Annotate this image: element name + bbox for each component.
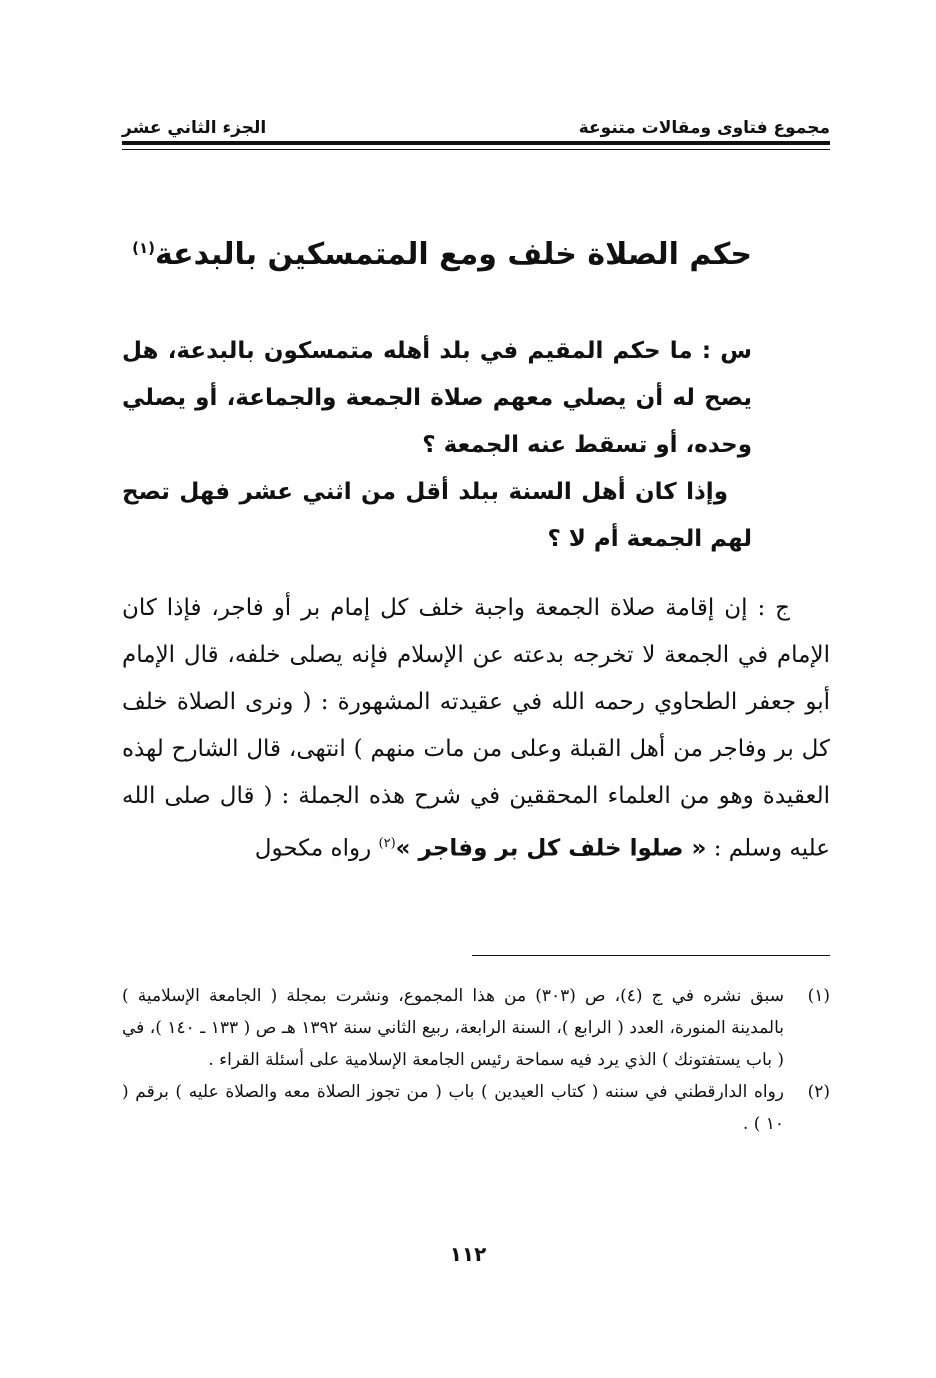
- book-title: مجموع فتاوى ومقالات متنوعة: [578, 118, 830, 138]
- question-paragraph-2: وإذا كان أهل السنة ببلد أقل من اثني عشر فهل تصح لهم الجمعة أم لا ؟: [122, 479, 752, 552]
- header-rule-thick: [122, 141, 830, 145]
- running-header: [122, 108, 830, 138]
- article-title: [122, 222, 752, 281]
- answer-text: ج : إن إقامة صلاة الجمعة واجبة خلف كل إمام بر أو فاجر، فإذا كان الإمام في الجمعة لا تخرجه بدعته عن الإسلام فإنه يصلى خلفه، قال الإمام أبو جعفر الطحاوي رحمه الله في عقيدته المشهورة : ( ونرى الصلاة خلف كل بر وفاجر من أهل القبلة وعلى من مات منهم ) انتهى، قال الشارح لهذه العقيدة وهو من العلماء المحققين في شرح هذه الجملة : ( قال صلى الله عليه وسلم :: [122, 595, 830, 862]
- footnote-separator: [472, 955, 830, 956]
- footnote-text: رواه الدارقطني في سننه ( كتاب العيدين ) باب ( من تجوز الصلاة معه والصلاة عليه ) برقم ( ١٠ ) .: [122, 1082, 784, 1134]
- question-block: [122, 328, 752, 563]
- footnote-text: سبق نشره في ج (٤)، ص (٣٠٣) من هذا المجموع، ونشرت بمجلة ( الجامعة الإسلامية ) بالمدينة المنورة، العدد ( الرابع )، السنة الرابعة، ربيع الثاني سنة ١٣٩٢ هـ ص ( ١٣٣ ـ ١٤٠ )، في ( باب يستفتونك ) الذي يرد فيه سماحة رئيس الجامعة الإسلامية على أسئلة القراء .: [122, 986, 784, 1070]
- footnote-number: (٢): [807, 1082, 830, 1102]
- footnotes: [122, 980, 830, 1140]
- article-title-text: حكم الصلاة خلف ومع المتمسكين بالبدعة: [154, 237, 752, 272]
- hadith-footnote-ref: (٢): [378, 836, 396, 851]
- header-rule-thin: [122, 149, 830, 150]
- volume-label: الجزء الثاني عشر: [122, 118, 267, 138]
- answer-block: [122, 585, 830, 873]
- footnote-2: [122, 1076, 830, 1140]
- footnote-1: [122, 980, 830, 1076]
- answer-paragraph: [122, 585, 830, 873]
- title-footnote-ref: (١): [132, 239, 155, 257]
- page-number: ١١٢: [449, 1242, 487, 1266]
- footnote-number: (١): [807, 986, 830, 1006]
- answer-text-continued: رواه مكحول: [254, 835, 372, 862]
- question-paragraph-1: س : ما حكم المقيم في بلد أهله متمسكون بالبدعة، هل يصح له أن يصلي معهم صلاة الجمعة والجماعة، أو يصلي وحده، أو تسقط عنه الجمعة ؟: [122, 338, 752, 458]
- hadith-quote: « صلوا خلف كل بر وفاجر »: [395, 835, 707, 862]
